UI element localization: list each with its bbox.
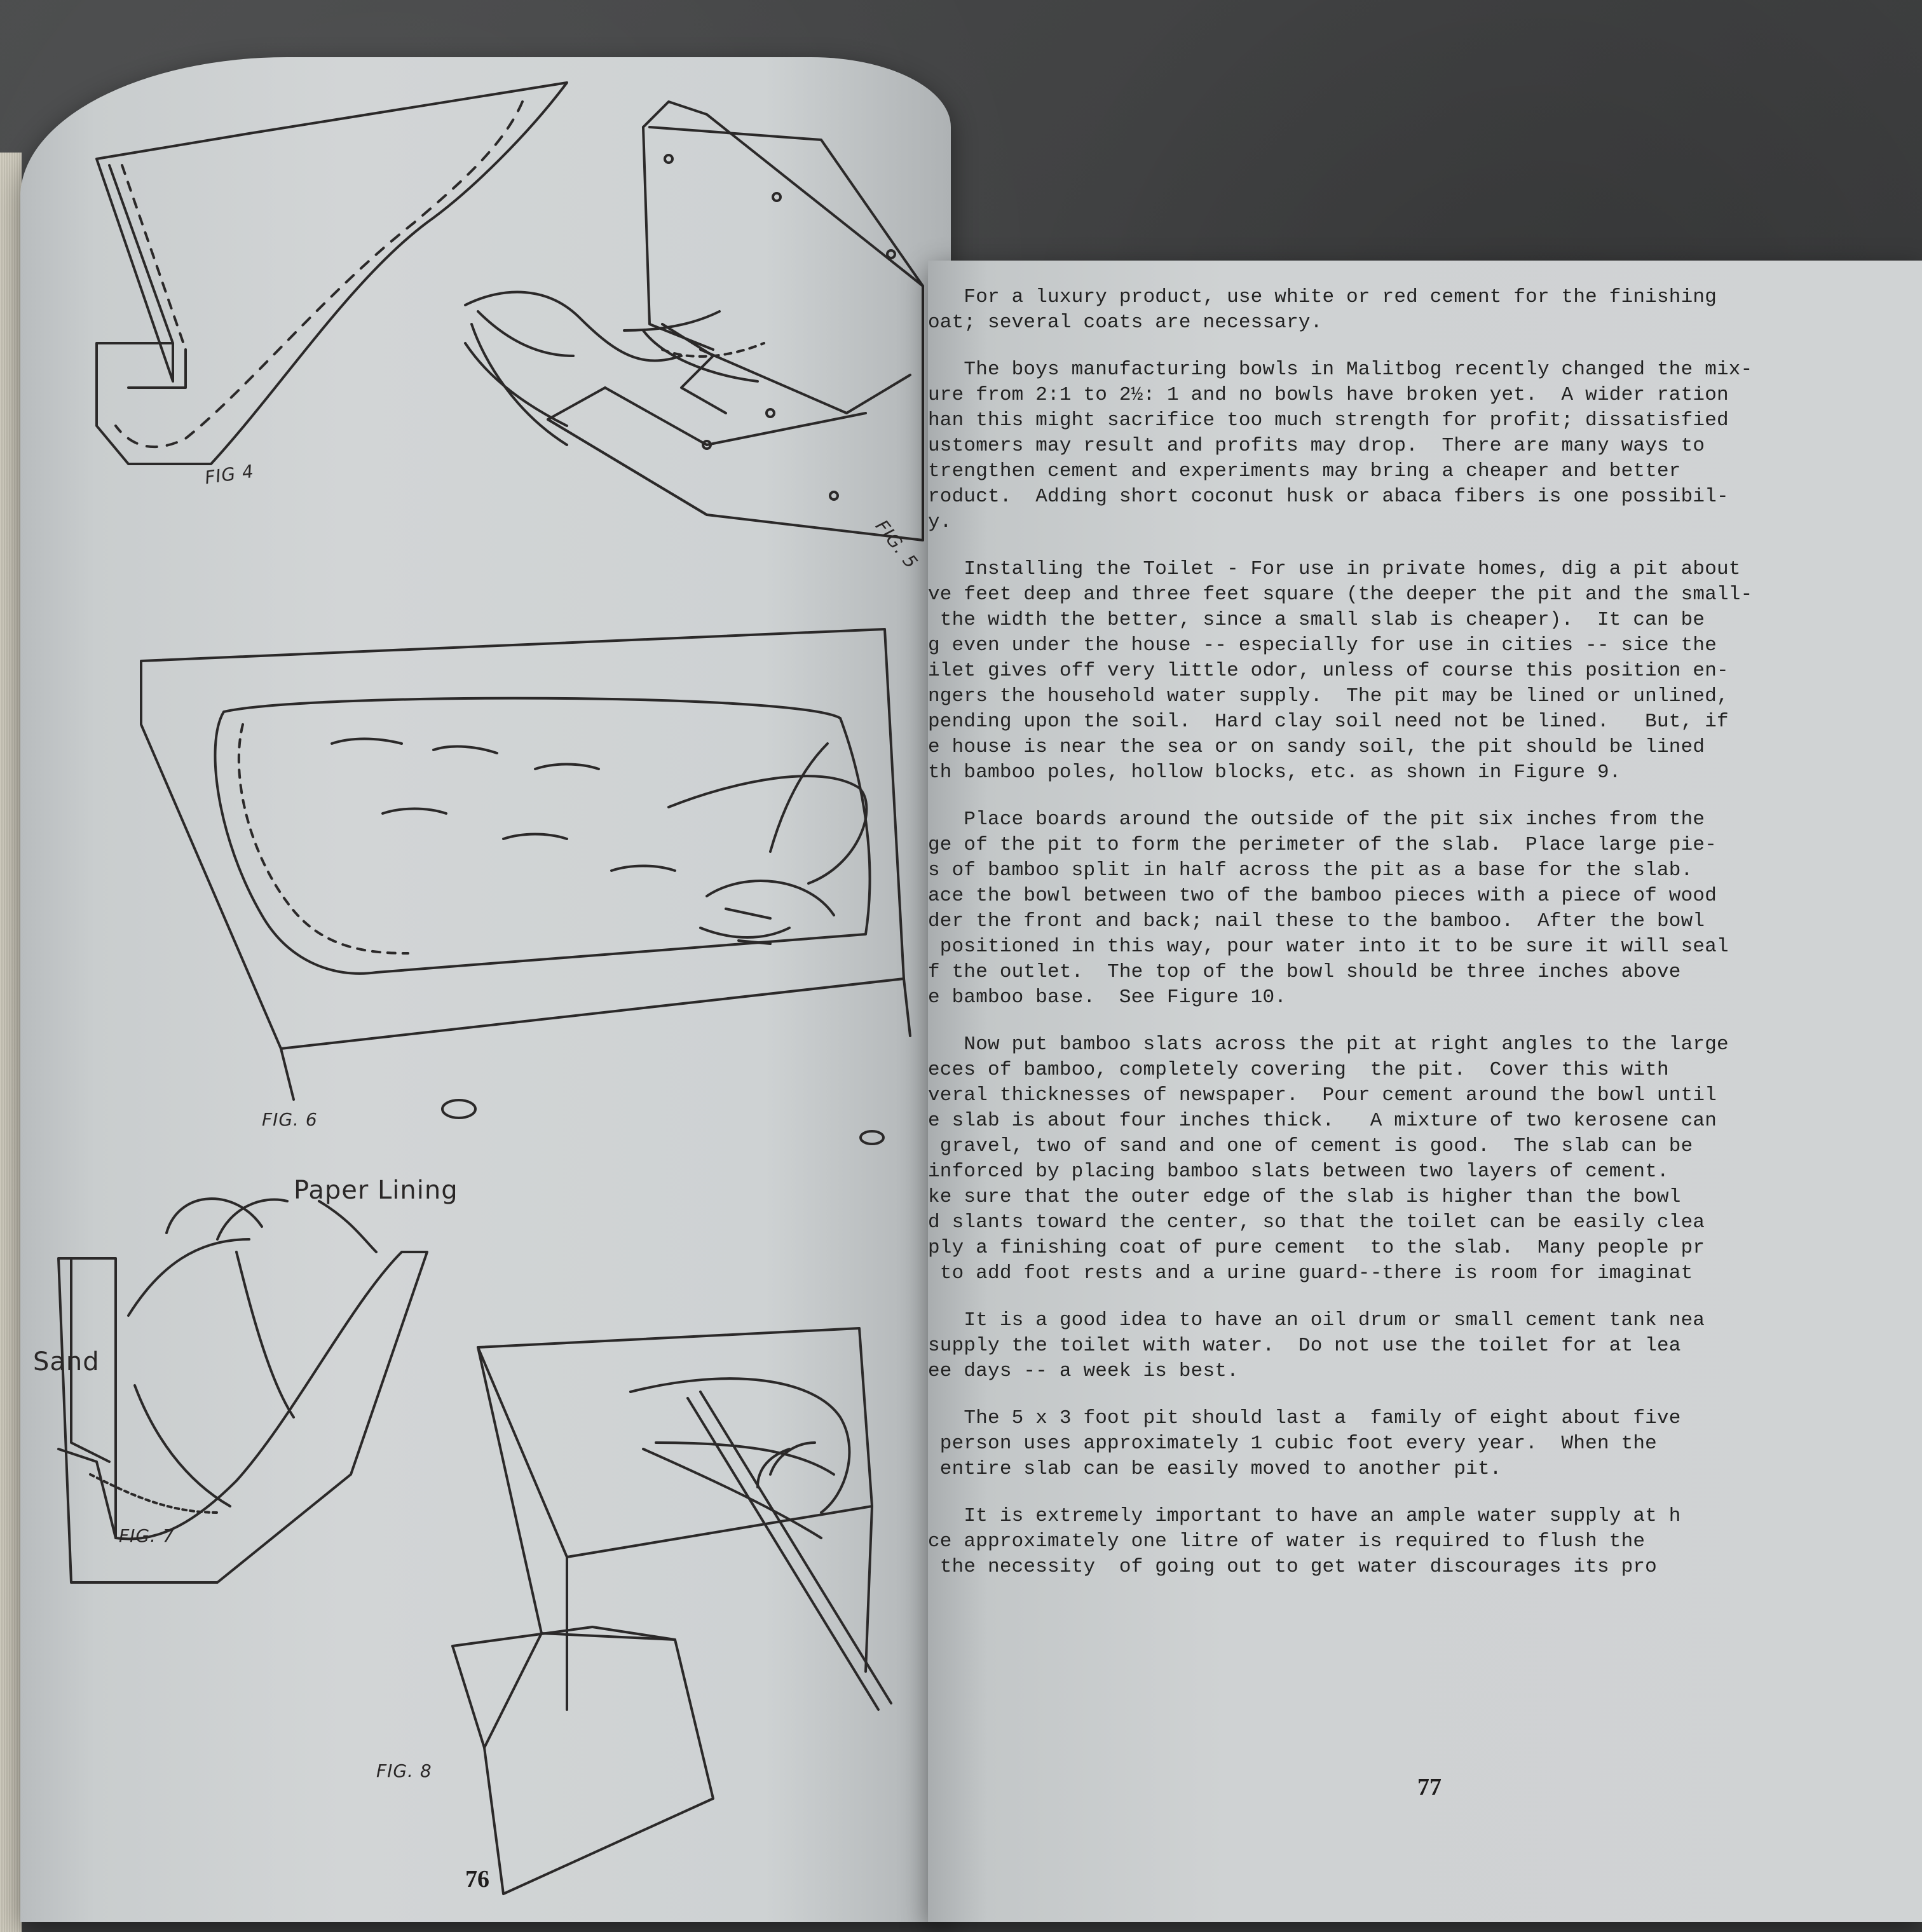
left-page	[20, 57, 951, 1922]
text-line: veral thicknesses of newspaper. Pour cement around the bowl until	[928, 1084, 1717, 1106]
text-line: ilet gives off very little odor, unless of course this position en-	[928, 660, 1729, 682]
figure-5-label: FIG. 5	[871, 515, 922, 573]
text-line: person uses approximately 1 cubic foot every year. When the	[928, 1432, 1657, 1455]
text-paragraph	[928, 807, 1922, 1010]
text-line: ustomers may result and profits may drop. There are many ways to	[928, 435, 1705, 457]
figure-6-drawing	[141, 629, 910, 1144]
text-line: e slab is about four inches thick. A mixture of two kerosene can	[928, 1110, 1717, 1132]
text-line: ace the bowl between two of the bamboo pieces with a piece of wood	[928, 885, 1717, 907]
text-line: g even under the house -- especially for use in cities -- sice the	[928, 634, 1717, 656]
text-line: s of bamboo split in half across the pit as a base for the slab.	[928, 859, 1693, 881]
right-page-text	[928, 285, 1922, 1602]
text-line: The 5 x 3 foot pit should last a family of eight about five	[928, 1407, 1681, 1429]
figure-5-drawing	[465, 102, 923, 540]
right-page-number: 77	[1417, 1774, 1442, 1800]
text-line: ure from 2:1 to 2½: 1 and no bowls have broken yet. A wider ration	[928, 384, 1729, 406]
text-line: supply the toilet with water. Do not use the toilet for at lea	[928, 1335, 1681, 1357]
text-line: It is extremely important to have an ample water supply at h	[928, 1505, 1681, 1527]
figure-8-label: FIG. 8	[376, 1760, 432, 1781]
text-line: e house is near the sea or on sandy soil, the pit should be lined	[928, 736, 1705, 758]
figure-7-drawing	[58, 1199, 427, 1582]
text-line: For a luxury product, use white or red cement for the finishing	[928, 286, 1717, 308]
text-line: inforced by placing bamboo slats between two layers of cement.	[928, 1160, 1669, 1183]
left-page-number: 76	[465, 1866, 489, 1893]
text-paragraph	[928, 1504, 1922, 1580]
text-line: The boys manufacturing bowls in Malitbog recently changed the mix-	[928, 358, 1753, 381]
text-paragraph	[928, 1308, 1922, 1384]
text-paragraph	[928, 1032, 1922, 1286]
text-paragraph	[928, 557, 1922, 786]
text-line: gravel, two of sand and one of cement is good. The slab can be	[928, 1135, 1693, 1157]
text-line: It is a good idea to have an oil drum or small cement tank nea	[928, 1309, 1705, 1331]
text-line: der the front and back; nail these to the bamboo. After the bowl	[928, 910, 1705, 932]
text-line: Now put bamboo slats across the pit at right angles to the large	[928, 1033, 1729, 1056]
text-line: ve feet deep and three feet square (the deeper the pit and the small-	[928, 583, 1753, 606]
text-line: entire slab can be easily moved to another pit.	[928, 1458, 1502, 1480]
text-line: trengthen cement and experiments may bring a cheaper and better	[928, 460, 1681, 482]
text-line: ce approximately one litre of water is required to flush the	[928, 1530, 1646, 1553]
text-line: eces of bamboo, completely covering the pit. Cover this with	[928, 1059, 1669, 1081]
figure-6-label: FIG. 6	[262, 1109, 318, 1130]
text-line: f the outlet. The top of the bowl should be three inches above	[928, 961, 1681, 983]
text-line: Place boards around the outside of the pit six inches from the	[928, 808, 1705, 831]
text-line: y.	[928, 511, 952, 533]
text-line: ge of the pit to form the perimeter of the slab. Place large pie-	[928, 834, 1717, 856]
text-line: Installing the Toilet - For use in private homes, dig a pit about	[928, 558, 1741, 580]
book-page-edges	[0, 153, 22, 1932]
figure-4-label: FIG 4	[203, 460, 256, 489]
figure-8-drawing	[453, 1328, 891, 1894]
text-line: roduct. Adding short coconut husk or abaca fibers is one possibil-	[928, 486, 1729, 508]
text-paragraph	[928, 1406, 1922, 1482]
illustration-figures	[20, 57, 951, 1922]
text-line: ee days -- a week is best.	[928, 1360, 1239, 1382]
paper-lining-annotation: Paper Lining	[294, 1176, 458, 1205]
text-line: the width the better, since a small slab is cheaper). It can be	[928, 609, 1705, 631]
sand-annotation: Sand	[33, 1347, 100, 1377]
text-line: ply a finishing coat of pure cement to the slab. Many people pr	[928, 1237, 1705, 1259]
text-line: e bamboo base. See Figure 10.	[928, 986, 1287, 1009]
right-page	[928, 261, 1922, 1922]
text-paragraph	[928, 357, 1922, 535]
text-line: positioned in this way, pour water into it to be sure it will seal	[928, 935, 1729, 958]
text-line: to add foot rests and a urine guard--there is room for imaginat	[928, 1262, 1693, 1284]
text-line: th bamboo poles, hollow blocks, etc. as shown in Figure 9.	[928, 761, 1621, 784]
text-paragraph	[928, 285, 1922, 336]
text-line: oat; several coats are necessary.	[928, 311, 1323, 334]
text-line: ke sure that the outer edge of the slab is higher than the bowl	[928, 1186, 1681, 1208]
figure-4-drawing	[97, 83, 567, 464]
text-line: ngers the household water supply. The pit may be lined or unlined,	[928, 685, 1729, 707]
figure-7-label: FIG. 7	[119, 1525, 175, 1546]
text-line: han this might sacrifice too much strength for profit; dissatisfied	[928, 409, 1729, 432]
text-line: d slants toward the center, so that the toilet can be easily clea	[928, 1211, 1705, 1234]
text-line: the necessity of going out to get water discourages its pro	[928, 1556, 1657, 1578]
text-line: pending upon the soil. Hard clay soil need not be lined. But, if	[928, 711, 1729, 733]
